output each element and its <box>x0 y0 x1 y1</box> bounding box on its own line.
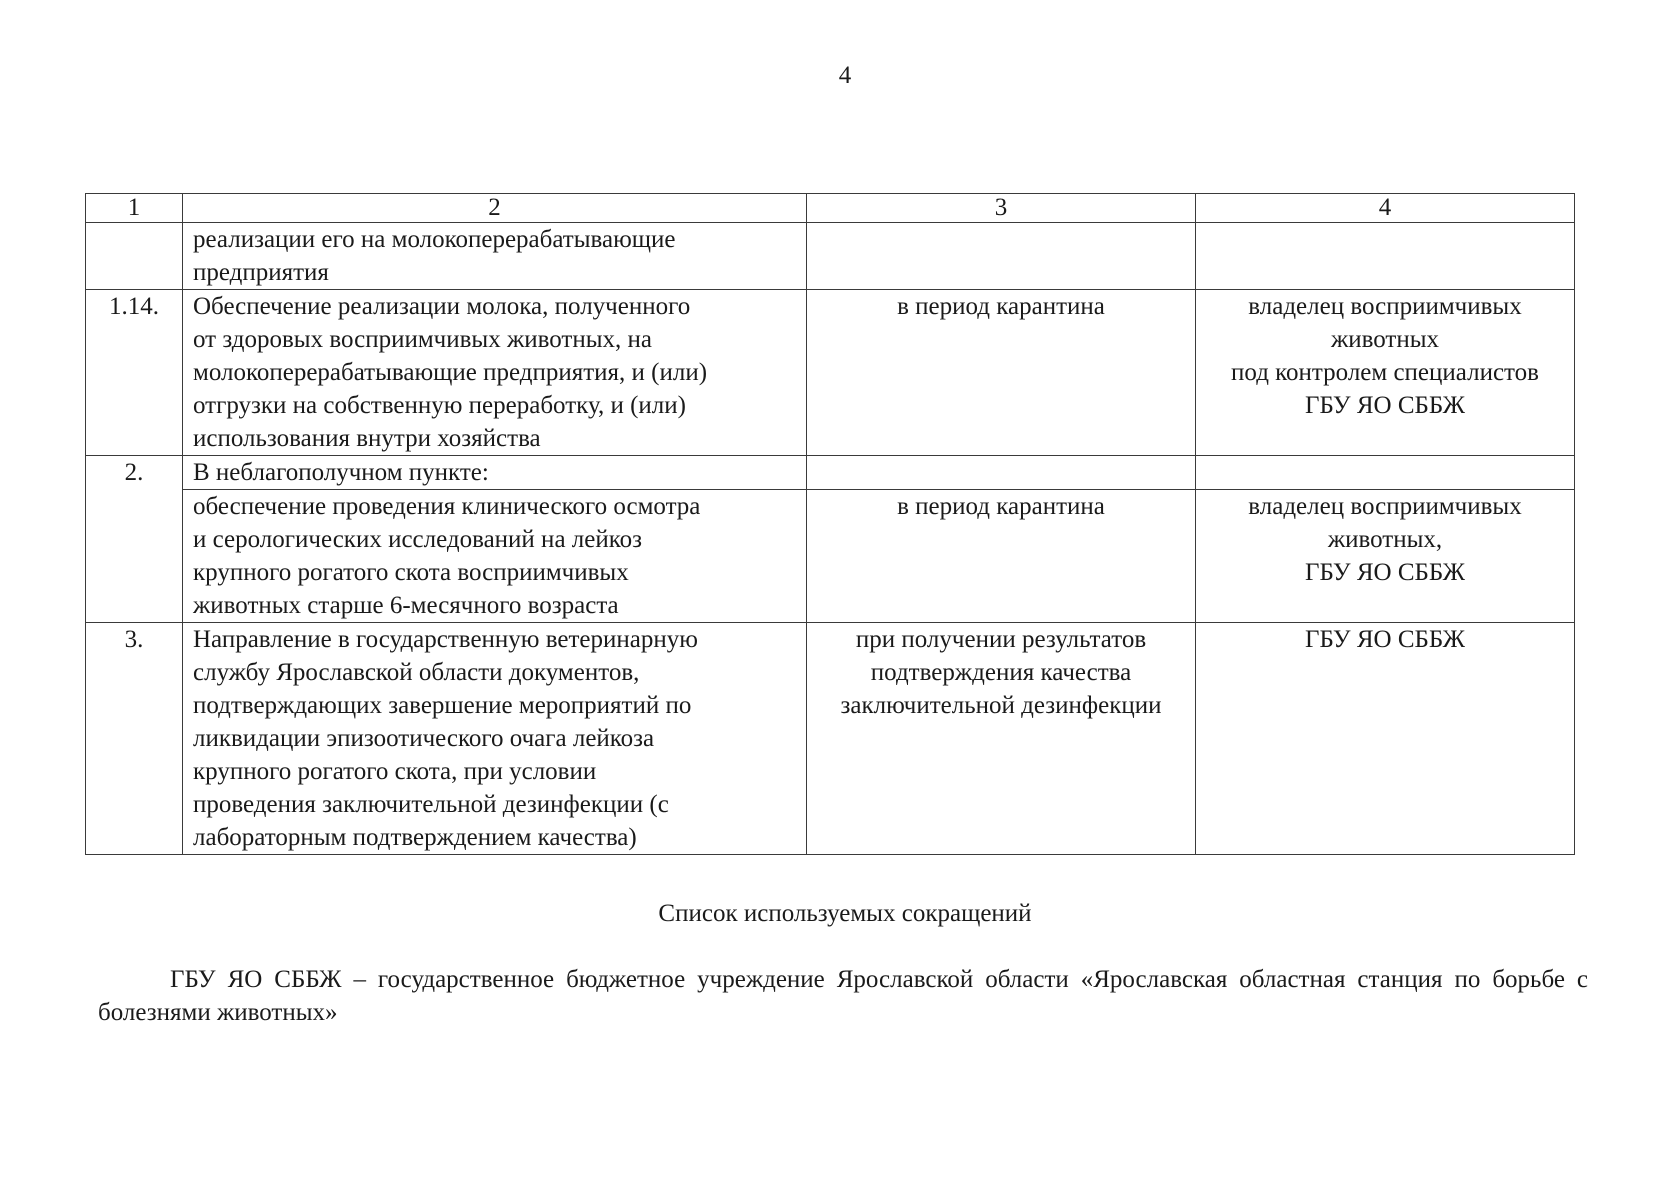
responsible-cell <box>1196 490 1575 623</box>
text-line: Направление в государственную ветеринарную <box>193 626 698 653</box>
row-number: 3. <box>86 623 183 855</box>
text-line: крупного рогатого скота восприимчивых <box>193 559 629 586</box>
abbreviations-text: ГБУ ЯО СББЖ – государственное бюджетное учреждение Ярославской области «Ярославская областная станция по борьбе с болезнями животных» <box>98 966 1588 1026</box>
text-line: и серологических исследований на лейкоз <box>193 526 642 553</box>
row-number: 1.14. <box>86 290 183 456</box>
text-line: ликвидации эпизоотического очага лейкоза <box>193 725 655 752</box>
text-line: в период карантина <box>897 293 1105 320</box>
row-number <box>86 223 183 290</box>
period-cell <box>807 456 1196 490</box>
header-cell: 3 <box>807 194 1196 223</box>
text-line: животных <box>1330 326 1440 353</box>
period-cell <box>807 223 1196 290</box>
text-line: обеспечение проведения клинического осмотра <box>193 493 701 520</box>
period-cell <box>807 490 1196 623</box>
responsible-cell <box>1196 223 1575 290</box>
text-line: при получении результатов <box>855 626 1147 653</box>
text-line: ГБУ ЯО СББЖ <box>1304 626 1466 653</box>
header-cell: 1 <box>86 194 183 223</box>
table-row <box>86 223 1575 290</box>
text-line: владелец восприимчивых <box>1248 293 1522 320</box>
table-row <box>86 456 1575 490</box>
text-line: В неблагополучном пункте: <box>193 459 489 486</box>
text-line: животных старше 6-месячного возраста <box>193 592 619 619</box>
text-line: молокоперерабатывающие предприятия, и (или) <box>193 359 708 386</box>
text-line: владелец восприимчивых <box>1248 493 1522 520</box>
text-line: реализации его на молокоперерабатывающие <box>193 226 676 253</box>
text-line: использования внутри хозяйства <box>193 425 541 452</box>
text-line: животных, <box>1327 526 1443 553</box>
text-line: проведения заключительной дезинфекции (с <box>193 791 669 818</box>
period-cell <box>807 290 1196 456</box>
row-number: 2. <box>86 456 183 623</box>
table-row <box>86 623 1575 855</box>
text-line: заключительной дезинфекции <box>840 692 1162 719</box>
text-line: подтверждения качества <box>870 659 1132 686</box>
text-line: ГБУ ЯО СББЖ <box>1304 392 1466 419</box>
measure-text <box>183 456 807 490</box>
abbreviations-title: Список используемых сокращений <box>658 900 1032 927</box>
responsible-cell <box>1196 456 1575 490</box>
measures-table <box>85 193 1575 855</box>
text-line: предприятия <box>193 259 329 286</box>
text-line: лабораторным подтверждением качества) <box>193 824 637 851</box>
measure-text <box>183 223 807 290</box>
table-row <box>86 490 1575 623</box>
text-line: ГБУ ЯО СББЖ <box>1304 559 1466 586</box>
responsible-cell <box>1196 290 1575 456</box>
measure-text <box>183 290 807 456</box>
text-line: отгрузки на собственную переработку, и (или) <box>193 392 686 419</box>
text-line: под контролем специалистов <box>1231 359 1539 386</box>
responsible-cell <box>1196 623 1575 855</box>
period-cell <box>807 623 1196 855</box>
measure-text <box>183 623 807 855</box>
text-line: от здоровых восприимчивых животных, на <box>193 326 652 353</box>
table-header-row <box>86 194 1575 223</box>
header-cell: 2 <box>183 194 807 223</box>
text-line: крупного рогатого скота, при условии <box>193 758 597 785</box>
text-line: службу Ярославской области документов, <box>193 659 640 686</box>
measure-text <box>183 490 807 623</box>
text-line: подтверждающих завершение мероприятий по <box>193 692 692 719</box>
table-row <box>86 290 1575 456</box>
text-line: Обеспечение реализации молока, полученного <box>193 293 691 320</box>
text-line: в период карантина <box>897 493 1105 520</box>
page-number: 4 <box>838 62 852 89</box>
header-cell: 4 <box>1196 194 1575 223</box>
